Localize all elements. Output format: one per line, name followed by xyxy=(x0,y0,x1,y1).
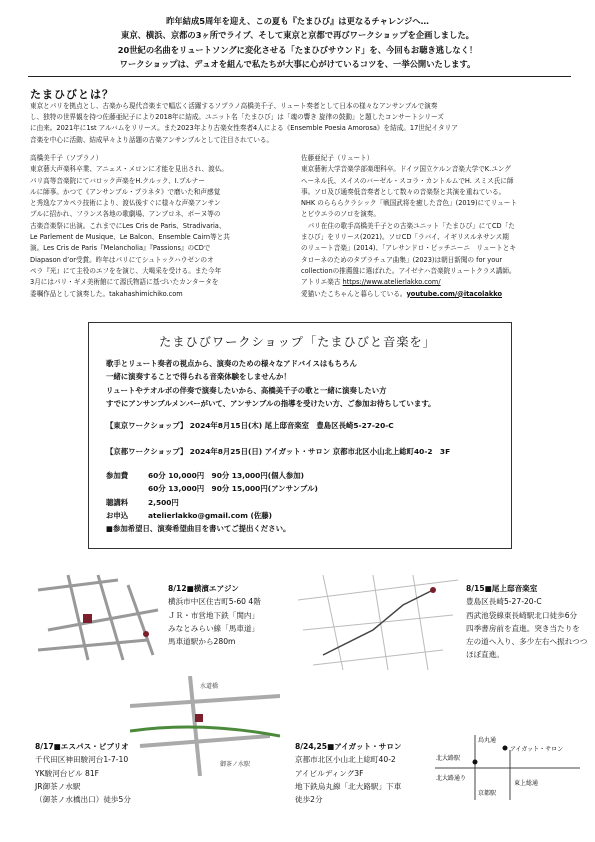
espace-info xyxy=(35,740,131,806)
bio-line: 事。ソロ及び通奏低音奏者として数々の音楽祭と共演を重ねている。 xyxy=(301,187,506,196)
apply-email[interactable]: atelierlakko@gmail.com (佐藤) xyxy=(148,510,272,520)
fee-row xyxy=(106,482,318,495)
map-line: YK駿河台ビル 81F xyxy=(35,768,100,778)
aigatto-map xyxy=(430,730,580,800)
fee-spacer xyxy=(106,482,148,495)
bio-text: アトリエ楽古 xyxy=(301,278,341,287)
bio-line: 古楽音楽祭に出演。これまでにLes Cris de Paris、Stradivaria、 xyxy=(30,221,226,230)
map-line: 馬車道駅から280m xyxy=(168,637,236,647)
bio-line: collectionの推薦盤に選ばれた。アイゼナハ音楽院リュートクラス講師。 xyxy=(301,266,516,275)
audit-label: 聴講料 xyxy=(106,497,129,507)
bio-line: と秀逸なアカペラ技術により、渡仏後すぐに様々な声楽アンサン xyxy=(30,199,221,208)
venue-marker xyxy=(195,714,203,722)
bio-line: タローネのためのタブラチュア曲集」(2023)は朝日新聞の for your xyxy=(301,255,503,264)
about-heading: たまひびとは？ xyxy=(30,88,114,101)
intro-line: ワークショップは、デュオを組んで私たちが大事に心がけているコツを、一挙公開いたします。 xyxy=(119,58,476,69)
bio-line: ヘーネル氏、スイスのバーゼル・スコラ・カントルムでH. スミス氏に師 xyxy=(301,176,514,185)
map-line: 8/17■エスパス・ビブリオ xyxy=(35,742,129,751)
note-text: ■参加希望日、演奏希望曲目を書いてご提出ください。 xyxy=(106,524,291,534)
map-line: 8/12■横濱エアジン xyxy=(168,584,239,593)
about-line: し、独特の世界観を持つ佐藤亜紀子により2018年に結成。ユニット名「たまひび」は「魂の響き 旋律の鼓動」と題したコンサートシリーズ xyxy=(30,113,444,122)
lutenist-name: 佐藤亜紀子（リュート） xyxy=(301,154,374,162)
youtube-link[interactable]: youtube.com/@itacolakko xyxy=(406,289,503,298)
fee-label: 参加費 xyxy=(106,471,129,480)
map-label-suidobashi: 水道橋 xyxy=(200,683,219,690)
aigatto-info xyxy=(295,740,402,806)
yokohama-info xyxy=(168,582,261,648)
bio-line xyxy=(30,289,292,300)
bio-text: 委嘱作品として演奏した。 xyxy=(30,289,110,298)
map-line: 左の道へ入り、多少左右へ振れつつ xyxy=(466,637,588,647)
map-line: ＪＲ・市営地下鉄「関内」 xyxy=(168,610,260,620)
about-paragraph xyxy=(30,101,570,146)
apply-label: お申込 xyxy=(106,510,129,520)
fee-row xyxy=(106,469,318,482)
lutenist-bio xyxy=(301,153,571,300)
map-line: アイビルディング3F xyxy=(295,768,364,778)
bio-line: ペラ『光』にて主役のエフをを演じ、大喝采を受ける。また今年 xyxy=(30,266,222,275)
bio-line: Diapason d’or受賞。昨年はパリにてシュトックハウゼンのオ xyxy=(30,255,214,264)
onoue-info xyxy=(466,582,587,662)
divider xyxy=(28,76,571,77)
bio-line: のリュート音楽」(2014)、「アレサンドロ・ピッチニーニ リュートとキ xyxy=(301,244,516,253)
yokohama-map xyxy=(28,570,168,666)
about-line: 音楽を中心に活動、結成早々より話題の古楽アンサンブルとして注目されている。 xyxy=(30,135,274,144)
singer-name: 高橋美千子（ソプラノ） xyxy=(30,154,103,162)
map-line: 地下鉄烏丸線「北大路駅」下車 xyxy=(295,781,402,791)
espace-map xyxy=(130,676,280,776)
intro-line: 東京、横浜、京都の3ヶ所でライブ、そして東京と京都で再びワークショップを企画しました。 xyxy=(121,30,474,41)
ws-line: リュートやテオルボの伴奏で演奏したいから、高橋美千子の歌と一緒に演奏したい方 xyxy=(106,385,387,395)
ws-line: 一緒に演奏することで得られる音楽体験をしませんか！ xyxy=(106,372,291,382)
map-label-kitaoji-dori: 北大路通り xyxy=(436,775,467,782)
ws-line: 歌手とリュート奏者の視点から、演奏のための様々なアドバイスはもちろん xyxy=(106,359,357,368)
map-label-higashi: 東上総通 xyxy=(514,780,539,787)
workshop-title: たまひびワークショップ「たまひびと音楽を」 xyxy=(159,335,436,349)
about-line: に由来。2021年に1st アルバムをリリース。また2023年より古楽女性奏者4人による《Ensemble Poesia Amorosa》を結成。17世紀イタリア xyxy=(30,124,458,133)
bio-text: 愛猫いたこちゃんと暮らしている。 xyxy=(301,289,407,298)
bio-line: 東京藝術大学音楽学部楽理科卒。ドイツ国立ケルン音楽大学でK.ユング xyxy=(301,165,511,174)
map-label-karasuma: 烏丸通 xyxy=(478,737,497,744)
map-label-aigatto: アイガット・サロン xyxy=(510,746,564,753)
map-line: JR御茶ノ水駅 xyxy=(35,781,81,791)
bio-line: 東京藝大声楽科卒業、アニェス・メロンに才能を見出され、渡仏。 xyxy=(30,165,228,174)
map-line: ほぼ直進。 xyxy=(466,650,504,660)
apply-row xyxy=(106,509,318,522)
map-label-kitaoji-station: 北大路駅 xyxy=(436,755,461,762)
note-row xyxy=(106,522,318,535)
venue-marker xyxy=(430,587,436,593)
intro-block xyxy=(0,14,595,71)
fee-table xyxy=(106,469,318,535)
bio-line: ブルに招かれ、フランス各地の歌劇場、アンブロネ、ボーヌ等の xyxy=(30,210,221,219)
map-line: 8/24,25■アイガット・サロン xyxy=(295,742,402,751)
bio-line xyxy=(301,277,571,288)
kyoto-workshop: 【京都ワークショップ】 2024年8月25日(日) アイガット・サロン 京都市北区小山北上総町40-2 3F xyxy=(106,447,451,456)
atelier-link[interactable]: https://www.atelierlakko.com/ xyxy=(342,278,441,287)
bio-line: NHK のらららクラシック「戦国武将を癒した音色」(2019)にてリュート xyxy=(301,199,517,208)
singer-bio xyxy=(30,153,292,300)
bio-line: まひび」をリリース(2021)。ソロCD「ラバイ、イギリスルネサンス期 xyxy=(301,233,509,242)
intro-line: 20世紀の名曲をリュートソングに変化させる「たまひびサウンド」を、今回もお聴き逃しなく！ xyxy=(117,44,478,55)
fee-value: 60分 13,000円 90分 15,000円(アンサンブル) xyxy=(148,484,318,494)
bio-line: ルに師事。かつて《アンサンブル・プラネタ》で磨いた和声感覚 xyxy=(30,187,221,196)
map-line: 千代田区神田駿河台1-7-10 xyxy=(35,755,129,765)
map-line: 西武池袋線東長崎駅北口徒歩6分 xyxy=(466,610,578,620)
singer-website-link[interactable]: takahashimichiko.com xyxy=(109,289,183,298)
fee-value: 60分 10,000円 90分 13,000円(個人参加) xyxy=(148,471,305,480)
bio-line: とビウエラのソロを演奏。 xyxy=(301,210,380,219)
map-label-kyoto-station: 京都駅 xyxy=(478,790,497,797)
bio-line: 演。Les Cris de Paris『Melancholia』『Passions』のCDで xyxy=(30,244,211,253)
bio-line: 3月にはパリ・ギメ美術館にて源氏物語に基づいたカンタータを xyxy=(30,278,219,287)
map-line: 8/15■尾上邸音楽室 xyxy=(466,584,538,593)
onoue-map xyxy=(293,570,463,675)
map-line: 四季書房前を直進。突き当たりを xyxy=(466,623,580,633)
venue-marker xyxy=(83,614,92,623)
about-line: 東京とパリを拠点とし、古楽から現代音楽まで幅広く活躍するソプラノ高橋美千子、リュート奏者として日本の様々なアンサンブルで演奏 xyxy=(30,102,438,110)
audit-row xyxy=(106,496,318,509)
bio-line: Le Parlement de Musique、Le Balcon、Ensemble Cairn等と共 xyxy=(30,233,230,242)
bio-line xyxy=(301,289,571,300)
map-line: 徒歩2分 xyxy=(295,795,323,805)
map-line: 京都市北区小山北上総町40-2 xyxy=(295,755,396,765)
ws-line: すでにアンサンブルメンバーがいて、アンサンブルの指導を受けたい方、ご参加お待ちしています。 xyxy=(106,399,436,409)
intro-line: 昨年結成5周年を迎え、この夏も『たまひび』は更なるチャレンジへ… xyxy=(166,16,429,26)
tokyo-workshop: 【東京ワークショップ】 2024年8月15日(木) 尾上邸音楽室 豊島区長崎5-27-20-C xyxy=(106,421,394,430)
bio-line: パリ在住の歌手高橋美千子との古楽ユニット「たまひび」にてCD「た xyxy=(301,221,515,230)
map-line: （御茶ノ水橋出口）徒歩5分 xyxy=(35,795,131,805)
map-line: 豊島区長崎5-27-20-C xyxy=(466,597,542,607)
map-line: 横浜市中区住吉町5-60 4階 xyxy=(168,597,261,607)
map-line: みなとみらい線「馬車道」 xyxy=(168,623,260,633)
bio-line: パリ高等音楽院にてバロック声楽をH.クルック、I.プルナー xyxy=(30,176,205,185)
map-label-ochanomizu: 御茶ノ水駅 xyxy=(220,761,251,768)
workshop-description xyxy=(106,357,546,411)
audit-value: 2,500円 xyxy=(148,497,179,507)
